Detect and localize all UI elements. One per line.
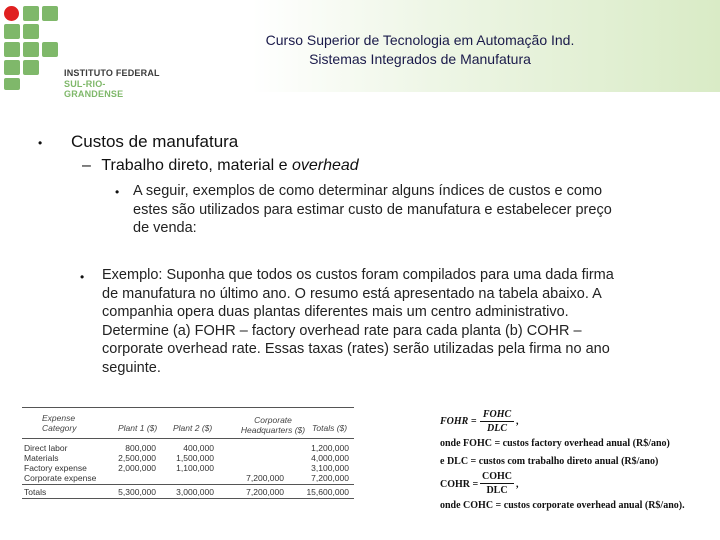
bullet-icon: • xyxy=(38,136,43,150)
fraction-bar xyxy=(480,483,514,484)
table-rule xyxy=(22,484,354,485)
paragraph-intro xyxy=(133,182,612,238)
paragraph-line: de manufatura no último ano. O resumo está apresentado na tabela abaixo. A xyxy=(102,285,602,302)
logo-square-icon xyxy=(23,24,39,39)
subtopic xyxy=(82,157,359,175)
table-rule xyxy=(22,407,354,408)
logo-square-icon xyxy=(4,60,20,75)
col-header-plant1: Plant 1 ($) xyxy=(118,423,158,433)
bullet-icon: • xyxy=(115,185,120,199)
fohc-definition: onde FOHC = custos factory overhead anual (R$/ano) xyxy=(440,438,670,449)
logo-square-icon xyxy=(4,24,20,39)
paragraph-line: corporate overhead rate. Essas taxas (rates) serão utilizadas pela firma no ano xyxy=(102,341,610,357)
logo-square-icon xyxy=(23,60,39,75)
table-rule xyxy=(22,498,354,499)
cohr-fraction: COHC DLC xyxy=(482,471,512,496)
subtopic-dash: – xyxy=(82,157,91,174)
col-header-category: Expense Category xyxy=(42,413,77,433)
paragraph-line: estes são utilizados para estimar custo de manufatura e estabelecer preço xyxy=(133,201,612,218)
logo-square-icon xyxy=(4,78,20,90)
logo-square-icon xyxy=(42,6,58,21)
logo-red-dot-icon xyxy=(4,6,19,21)
paragraph-line: Determine (a) FOHR – factory overhead rate para cada planta (b) COHR – xyxy=(102,322,582,339)
logo-text-region: SUL-RIO-GRANDENSE xyxy=(64,79,124,99)
fohr-fraction: FOHC DLC xyxy=(480,409,514,434)
logo-square-icon xyxy=(23,6,39,21)
paragraph-line: seguinte. xyxy=(102,359,161,376)
logo-text-institute: INSTITUTO FEDERAL xyxy=(64,68,160,78)
course-title: Curso Superior de Tecnologia em Automação Ind. xyxy=(265,32,575,48)
fohr-label: FOHR = xyxy=(440,416,477,427)
col-header-totals: Totals ($) xyxy=(312,423,348,433)
paragraph-line: Exemplo: Suponha que todos os custos foram compilados para uma dada firma xyxy=(102,267,614,283)
paragraph-line: companhia opera duas plantas diferentes mais um centro administrativo. xyxy=(102,304,569,320)
section-title: Custos de manufatura xyxy=(71,132,239,151)
cohr-comma: , xyxy=(516,479,519,490)
logo-square-icon xyxy=(42,42,58,57)
col-header-corporate: Corporate Headquarters ($) xyxy=(240,415,306,435)
logo-square-icon xyxy=(4,42,20,57)
paragraph-line: de venda: xyxy=(133,220,197,236)
bullet-icon: • xyxy=(80,270,85,284)
cohc-definition: onde COHC = custos corporate overhead anual (R$/ano). xyxy=(440,500,685,511)
fohr-comma: , xyxy=(516,416,519,427)
subtopic-italic: overhead xyxy=(291,157,359,174)
paragraph-example xyxy=(102,266,614,377)
logo-square-icon xyxy=(23,42,39,57)
table-rule xyxy=(22,438,354,439)
col-header-plant2: Plant 2 ($) xyxy=(173,423,213,433)
institute-logo xyxy=(2,2,162,99)
subject-title: Sistemas Integrados de Manufatura xyxy=(309,51,531,67)
subtopic-text: Trabalho direto, material e xyxy=(101,157,292,174)
cohr-label: COHR = xyxy=(440,479,479,490)
fraction-bar xyxy=(480,421,514,422)
dlc-definition: e DLC = custos com trabalho direto anual (R$/ano) xyxy=(440,456,659,467)
paragraph-line: A seguir, exemplos de como determinar alguns índices de custos e como xyxy=(133,183,603,199)
